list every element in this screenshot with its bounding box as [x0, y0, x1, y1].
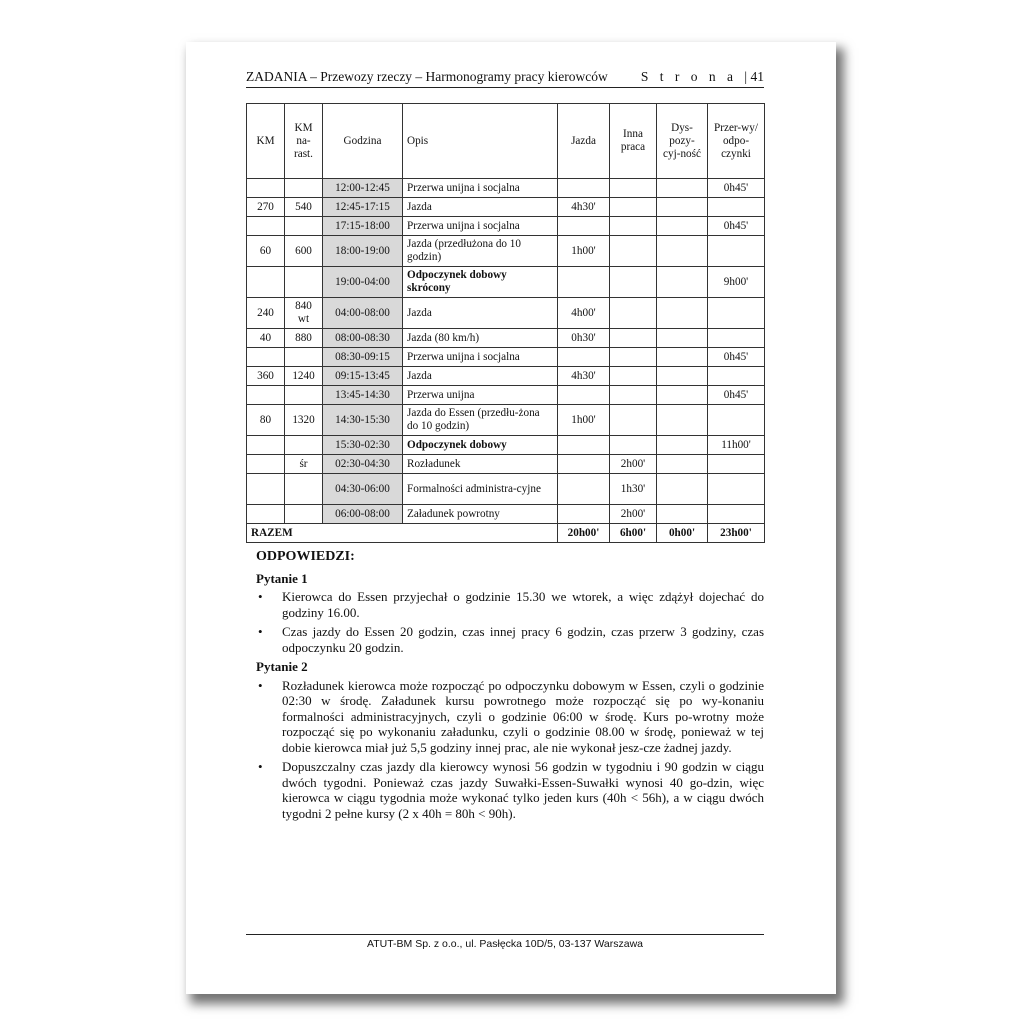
list-item: • Rozładunek kierowca może rozpocząć po odpoczynku dobowym w Essen, czyli o godzinie 02:30 w środę. Załadunek kursu powrotnego może rozpocząć się po wy-konaniu formalności administracyjnych, czyli o godzinie 06:00 w środę. Kurs po-wrotny może rozpocząć się po wykonaniu załadunku, czyli o godzinie 08.00 w środę, ponieważ w tej dobie kierowca miał już 5,5 godziny innej prac, ale nie wykonał jesz-cze żadnej jazdy. — [256, 678, 764, 756]
km-narast-cell — [285, 267, 323, 298]
time-cell: 08:00-08:30 — [323, 329, 403, 348]
jazda-cell: 1h00' — [558, 405, 610, 436]
opis-cell: Jazda (80 km/h) — [403, 329, 558, 348]
inna-praca-cell: 1h30' — [610, 474, 657, 505]
dyspozycyjnosc-cell — [657, 236, 708, 267]
opis-cell: Jazda — [403, 367, 558, 386]
inna-praca-cell — [610, 436, 657, 455]
total-jazda: 20h00' — [558, 524, 610, 543]
dyspozycyjnosc-cell — [657, 217, 708, 236]
jazda-cell — [558, 455, 610, 474]
km-cell — [247, 348, 285, 367]
table-row — [247, 329, 765, 348]
total-row — [247, 524, 765, 543]
jazda-cell: 4h30' — [558, 367, 610, 386]
km-cell: 40 — [247, 329, 285, 348]
list-item: • Kierowca do Essen przyjechał o godzinie 15.30 we wtorek, a więc zdążył dojechać do godziny 16.00. — [256, 589, 764, 620]
question-1-list — [256, 589, 764, 655]
dyspozycyjnosc-cell — [657, 436, 708, 455]
jazda-cell — [558, 474, 610, 505]
km-cell: 360 — [247, 367, 285, 386]
km-cell — [247, 455, 285, 474]
przerwy-cell — [708, 505, 765, 524]
dyspozycyjnosc-cell — [657, 298, 708, 329]
przerwy-cell — [708, 455, 765, 474]
time-cell: 12:45-17:15 — [323, 198, 403, 217]
opis-cell: Odpoczynek dobowy skrócony — [403, 267, 558, 298]
col-header: Opis — [403, 104, 558, 179]
table-body — [247, 179, 765, 524]
km-cell — [247, 217, 285, 236]
jazda-cell: 4h30' — [558, 198, 610, 217]
col-header: Dys-pozy-cyj-ność — [657, 104, 708, 179]
inna-praca-cell — [610, 198, 657, 217]
time-cell: 06:00-08:00 — [323, 505, 403, 524]
km-narast-cell: 880 — [285, 329, 323, 348]
list-item: • Czas jazdy do Essen 20 godzin, czas innej pracy 6 godzin, czas przerw 3 godziny, czas odpoczynku 20 godzin. — [256, 624, 764, 655]
inna-praca-cell: 2h00' — [610, 455, 657, 474]
opis-cell: Formalności administra-cyjne — [403, 474, 558, 505]
time-cell: 02:30-04:30 — [323, 455, 403, 474]
dyspozycyjnosc-cell — [657, 505, 708, 524]
inna-praca-cell — [610, 298, 657, 329]
header-title: ZADANIA – Przewozy rzeczy – Harmonogramy pracy kierowców — [246, 69, 608, 84]
km-narast-cell — [285, 505, 323, 524]
time-cell: 08:30-09:15 — [323, 348, 403, 367]
inna-praca-cell — [610, 348, 657, 367]
col-header: KM — [247, 104, 285, 179]
przerwy-cell — [708, 298, 765, 329]
opis-cell: Jazda (przedłużona do 10 godzin) — [403, 236, 558, 267]
opis-cell: Rozładunek — [403, 455, 558, 474]
km-cell — [247, 474, 285, 505]
dyspozycyjnosc-cell — [657, 329, 708, 348]
przerwy-cell: 11h00' — [708, 436, 765, 455]
page-footer: ATUT-BM Sp. z o.o., ul. Pasłęcka 10D/5, 03-137 Warszawa — [246, 934, 764, 950]
answers-section — [246, 549, 764, 821]
dyspozycyjnosc-cell — [657, 198, 708, 217]
przerwy-cell — [708, 474, 765, 505]
inna-praca-cell — [610, 217, 657, 236]
total-inna: 6h00' — [610, 524, 657, 543]
list-item: • Dopuszczalny czas jazdy dla kierowcy wynosi 56 godzin w tygodniu i 90 godzin w ciągu dwóch tygodni. Ponieważ czas jazdy Suwałki-Essen-Suwałki wynosi 40 go-dzin, więc kierowca w ciągu tygodnia może wykonać tylko jeden kurs (40h < 56h), a w ciągu dwóch tygodni 2 pełne kursy (2 x 40h = 80h < 90h). — [256, 759, 764, 821]
time-cell: 09:15-13:45 — [323, 367, 403, 386]
km-narast-cell: 600 — [285, 236, 323, 267]
przerwy-cell — [708, 329, 765, 348]
opis-cell: Jazda do Essen (przedłu-żona do 10 godzin) — [403, 405, 558, 436]
dyspozycyjnosc-cell — [657, 367, 708, 386]
question-1-title: Pytanie 1 — [256, 570, 308, 586]
dyspozycyjnosc-cell — [657, 386, 708, 405]
page-num: | 41 — [744, 69, 764, 84]
km-narast-cell — [285, 179, 323, 198]
opis-cell: Załadunek powrotny — [403, 505, 558, 524]
km-cell: 80 — [247, 405, 285, 436]
opis-cell: Przerwa unijna i socjalna — [403, 348, 558, 367]
km-narast-cell — [285, 436, 323, 455]
total-przerwy: 23h00' — [708, 524, 765, 543]
przerwy-cell: 0h45' — [708, 217, 765, 236]
dyspozycyjnosc-cell — [657, 348, 708, 367]
inna-praca-cell — [610, 386, 657, 405]
km-cell — [247, 267, 285, 298]
inna-praca-cell — [610, 179, 657, 198]
table-row — [247, 298, 765, 329]
km-cell — [247, 386, 285, 405]
km-cell — [247, 179, 285, 198]
dyspozycyjnosc-cell — [657, 267, 708, 298]
col-header: Przer-wy/ odpo-czynki — [708, 104, 765, 179]
time-cell: 19:00-04:00 — [323, 267, 403, 298]
document-page — [186, 42, 836, 994]
dyspozycyjnosc-cell — [657, 474, 708, 505]
col-header: Jazda — [558, 104, 610, 179]
question-2-title: Pytanie 2 — [256, 659, 308, 674]
przerwy-cell — [708, 405, 765, 436]
km-narast-cell — [285, 348, 323, 367]
inna-praca-cell — [610, 236, 657, 267]
col-header: Inna praca — [610, 104, 657, 179]
table-row — [247, 386, 765, 405]
answers-heading: ODPOWIEDZI: — [256, 549, 355, 564]
km-cell: 60 — [247, 236, 285, 267]
page-content — [246, 69, 764, 825]
dyspozycyjnosc-cell — [657, 455, 708, 474]
page-number — [641, 69, 764, 85]
km-cell — [247, 505, 285, 524]
table-row — [247, 367, 765, 386]
table-row — [247, 198, 765, 217]
time-cell: 12:00-12:45 — [323, 179, 403, 198]
inna-praca-cell — [610, 329, 657, 348]
time-cell: 17:15-18:00 — [323, 217, 403, 236]
km-narast-cell — [285, 474, 323, 505]
przerwy-cell: 9h00' — [708, 267, 765, 298]
col-header: Godzina — [323, 104, 403, 179]
table-row — [247, 505, 765, 524]
opis-cell: Przerwa unijna — [403, 386, 558, 405]
time-cell: 14:30-15:30 — [323, 405, 403, 436]
time-cell: 15:30-02:30 — [323, 436, 403, 455]
table-row — [247, 348, 765, 367]
km-narast-cell: śr — [285, 455, 323, 474]
table-row — [247, 405, 765, 436]
col-header: KM na-rast. — [285, 104, 323, 179]
przerwy-cell: 0h45' — [708, 348, 765, 367]
inna-praca-cell — [610, 405, 657, 436]
inna-praca-cell — [610, 267, 657, 298]
opis-cell: Jazda — [403, 198, 558, 217]
opis-cell: Przerwa unijna i socjalna — [403, 217, 558, 236]
przerwy-cell — [708, 236, 765, 267]
time-cell: 04:00-08:00 — [323, 298, 403, 329]
przerwy-cell: 0h45' — [708, 179, 765, 198]
table-row — [247, 267, 765, 298]
jazda-cell: 0h30' — [558, 329, 610, 348]
jazda-cell — [558, 179, 610, 198]
km-narast-cell: 540 — [285, 198, 323, 217]
dyspozycyjnosc-cell — [657, 179, 708, 198]
opis-cell: Odpoczynek dobowy — [403, 436, 558, 455]
km-narast-cell: 1240 — [285, 367, 323, 386]
km-cell: 240 — [247, 298, 285, 329]
km-cell: 270 — [247, 198, 285, 217]
page-word: S t r o n a — [640, 69, 738, 84]
page-header — [246, 69, 764, 88]
inna-praca-cell: 2h00' — [610, 505, 657, 524]
table-row — [247, 474, 765, 505]
time-cell: 13:45-14:30 — [323, 386, 403, 405]
table-row — [247, 179, 765, 198]
km-cell — [247, 436, 285, 455]
jazda-cell — [558, 386, 610, 405]
time-cell: 18:00-19:00 — [323, 236, 403, 267]
jazda-cell: 1h00' — [558, 236, 610, 267]
opis-cell: Przerwa unijna i socjalna — [403, 179, 558, 198]
km-narast-cell — [285, 217, 323, 236]
schedule-table — [246, 103, 765, 543]
jazda-cell — [558, 217, 610, 236]
time-cell: 04:30-06:00 — [323, 474, 403, 505]
table-row — [247, 236, 765, 267]
table-row — [247, 217, 765, 236]
przerwy-cell — [708, 198, 765, 217]
przerwy-cell: 0h45' — [708, 386, 765, 405]
km-narast-cell: 840 wt — [285, 298, 323, 329]
jazda-cell: 4h00' — [558, 298, 610, 329]
km-narast-cell — [285, 386, 323, 405]
table-row — [247, 455, 765, 474]
table-header-row — [247, 104, 765, 179]
jazda-cell — [558, 505, 610, 524]
table-row — [247, 436, 765, 455]
question-2-list — [256, 678, 764, 822]
jazda-cell — [558, 348, 610, 367]
dyspozycyjnosc-cell — [657, 405, 708, 436]
km-narast-cell: 1320 — [285, 405, 323, 436]
opis-cell: Jazda — [403, 298, 558, 329]
total-label: RAZEM — [247, 524, 558, 543]
przerwy-cell — [708, 367, 765, 386]
inna-praca-cell — [610, 367, 657, 386]
total-dysp: 0h00' — [657, 524, 708, 543]
jazda-cell — [558, 436, 610, 455]
jazda-cell — [558, 267, 610, 298]
